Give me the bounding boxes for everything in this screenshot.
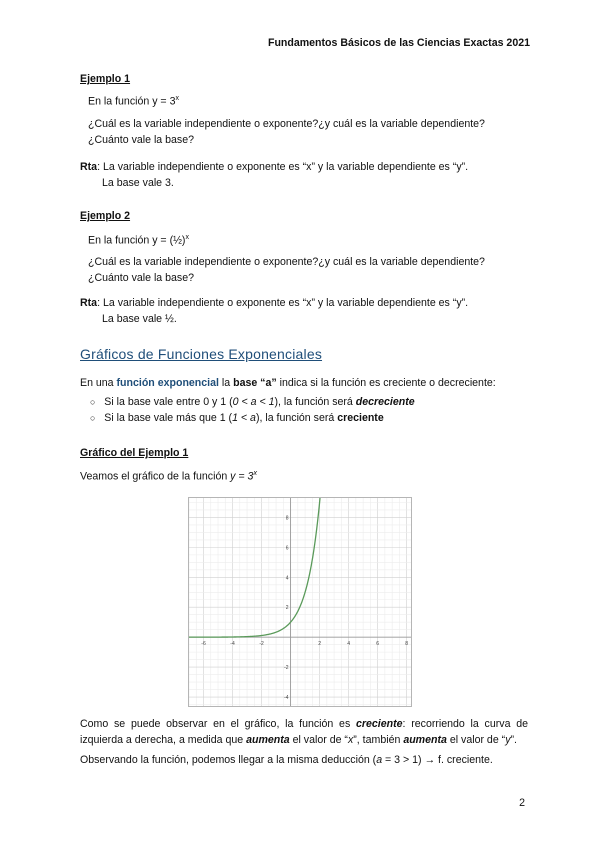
grafico-intro-text: Veamos el gráfico de la función xyxy=(80,470,231,483)
y-tick-label: 6 xyxy=(285,545,289,552)
conclusion-text: el valor de “ xyxy=(446,734,506,746)
y-tick-label: 2 xyxy=(285,605,289,612)
y-tick-label: 4 xyxy=(285,575,289,582)
ejemplo2-question-2: ¿Cuánto vale la base? xyxy=(88,272,195,284)
x-tick-label: 8 xyxy=(405,641,409,648)
conclusion-emphasis: creciente xyxy=(356,718,403,730)
list-item-condition: 1 < a xyxy=(232,412,256,424)
conclusion-text: ”, también xyxy=(353,734,404,746)
ejemplo2-function xyxy=(88,234,189,247)
conclusion-text: Observando la función, podemos llegar a la misma deducción ( xyxy=(80,754,377,766)
ejemplo2-func-exp: x xyxy=(185,234,189,241)
ejemplo2-heading: Ejemplo 2 xyxy=(80,210,131,222)
list-item-text: ), la función será xyxy=(255,412,338,424)
list-item-text: ), la función será xyxy=(274,396,356,408)
y-tick-label: -2 xyxy=(284,665,289,672)
list-item-condition: 0 < a < 1 xyxy=(232,396,275,408)
section-intro-part: la xyxy=(218,377,234,389)
ejemplo1-func-exp: x xyxy=(175,95,179,102)
conclusion-emphasis: aumenta xyxy=(403,734,447,746)
ejemplo1-question-1: ¿Cuál es la variable independiente o exponente?¿y cuál es la variable dependiente? xyxy=(88,118,485,130)
conclusion-var: x xyxy=(347,734,354,746)
conclusion-var: y xyxy=(505,734,511,746)
section-intro-term: función exponencial xyxy=(116,377,219,389)
conclusion-deduction xyxy=(80,754,493,766)
ejemplo2-question-1: ¿Cuál es la variable independiente o exponente?¿y cuál es la variable dependiente? xyxy=(88,256,485,268)
ejemplo2-answer-base: La base vale ½. xyxy=(102,313,177,325)
conclusion-text: = 3 > 1) → f. creciente. xyxy=(382,754,493,766)
section-intro-base: base “a” xyxy=(233,377,277,389)
ejemplo2-func-prefix: En la función y = (½) xyxy=(88,234,186,247)
ejemplo1-answer xyxy=(80,161,468,173)
header-title: Fundamentos Básicos de las Ciencias Exactas 2021 xyxy=(267,37,530,49)
conclusion-text: ”. xyxy=(510,734,517,746)
section-intro-part: indica si la función es creciente o decreciente: xyxy=(276,377,496,389)
x-tick-label: 2 xyxy=(318,641,321,648)
conclusion-text: Como se puede observar en el gráfico, la función es xyxy=(80,718,356,730)
list-item xyxy=(90,396,415,408)
x-tick-label: 4 xyxy=(347,641,350,648)
conclusion-var: a xyxy=(376,754,383,766)
section-intro xyxy=(80,377,496,389)
grafico-intro xyxy=(80,470,257,483)
x-tick-label: 6 xyxy=(376,641,380,648)
x-tick-label: -6 xyxy=(201,641,206,648)
page-number: 2 xyxy=(519,797,525,809)
ejemplo1-function xyxy=(88,95,179,108)
bullet-circle-icon: ○ xyxy=(90,397,96,407)
list-item-text: Si la base vale más que 1 ( xyxy=(104,412,233,424)
conclusion-text: : recorriendo la curva de izquierda a derecha, a medida que xyxy=(80,718,528,746)
ejemplo2-answer-text: : La variable independiente o exponente es “x” y la variable dependiente es “y”. xyxy=(97,297,469,309)
ejemplo1-answer-base: La base vale 3. xyxy=(102,177,174,189)
ejemplo1-func-prefix: En la función y = 3 xyxy=(88,95,176,108)
conclusion-paragraph xyxy=(80,716,528,748)
list-item-result: decreciente xyxy=(355,396,415,408)
grafico-heading: Gráfico del Ejemplo 1 xyxy=(80,447,189,459)
section-title: Gráficos de Funciones Exponenciales xyxy=(80,346,323,362)
list-item-result: creciente xyxy=(337,412,384,424)
conclusion-emphasis: aumenta xyxy=(246,734,290,746)
x-tick-label: -2 xyxy=(259,641,264,648)
ejemplo1-question-2: ¿Cuánto vale la base? xyxy=(88,134,195,146)
section-intro-part: En una xyxy=(80,377,117,389)
bullet-circle-icon: ○ xyxy=(90,413,96,423)
ejemplo2-answer-label: Rta xyxy=(80,297,98,309)
list-item-text: Si la base vale entre 0 y 1 ( xyxy=(104,396,233,408)
graph-svg xyxy=(189,498,411,706)
y-tick-label: 8 xyxy=(285,515,289,522)
x-tick-label: -4 xyxy=(230,641,235,648)
ejemplo1-answer-text: : La variable independiente o exponente es “x” y la variable dependiente es “y”. xyxy=(97,161,469,173)
grafico-func-exp: x xyxy=(253,470,257,477)
ejemplo1-heading: Ejemplo 1 xyxy=(80,73,131,85)
list-item xyxy=(90,412,384,424)
conclusion-text: el valor de “ xyxy=(289,734,348,746)
ejemplo1-answer-label: Rta xyxy=(80,161,98,173)
grafico-func: y = 3 xyxy=(230,470,254,483)
y-tick-label: -4 xyxy=(284,695,289,702)
ejemplo2-answer xyxy=(80,297,468,309)
exponential-graph xyxy=(188,497,412,707)
